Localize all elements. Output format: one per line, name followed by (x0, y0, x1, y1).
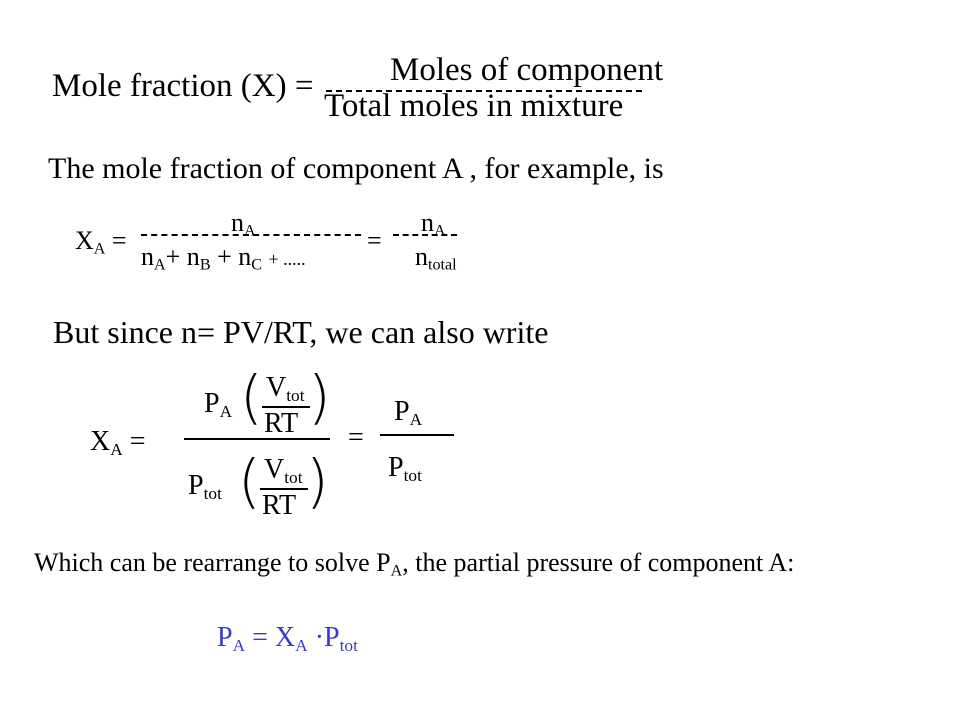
ideal-gas-substitution-intro: But since n= PV/RT, we can also write (53, 314, 549, 350)
eq3-right-paren-2: ) (306, 447, 329, 515)
eq3-pa: $P_A$ (204, 388, 233, 421)
eq2-numerator-2: $n_A$ (421, 208, 446, 240)
eq2-denominator-2: $n_{total}$ (415, 242, 457, 274)
eq1-numerator: Moles of component (390, 52, 664, 88)
eq3-rt: RT (264, 408, 299, 439)
eq1-lhs: Mole fraction (X) = (52, 68, 314, 104)
intro-component-a: The mole fraction of component A , for example, is (48, 152, 664, 185)
eq2-denominator: $n_A+ n_B + n_C$ + ..... (141, 242, 306, 274)
partial-pressure-formula: $P_A = X_A \cdot P_{tot}$ (217, 622, 358, 655)
eq2-equals: = (367, 226, 382, 255)
eq3-result-denominator: $P_{tot}$ (388, 452, 422, 485)
mole-fraction-definition (52, 52, 664, 132)
eq3-left-paren-2: ( (238, 447, 261, 515)
eq3-xa: $X_A$ = (90, 426, 146, 459)
rearrange-explanation: Which can be rearrange to solve $P_A$, the partial pressure of component A: (34, 548, 795, 580)
eq3-ptot: $P_{tot}$ (188, 470, 222, 503)
eq3-result-numerator: $P_A$ (394, 396, 423, 429)
xa-moles-equation (75, 210, 535, 290)
eq3-equals: = (348, 422, 364, 453)
eq2-xa: $X_A$ = (75, 226, 127, 258)
eq3-v-tot: $V_{tot}$ (266, 372, 305, 405)
eq1-denominator: Total moles in mixture (324, 88, 624, 124)
eq3-left-paren: ( (240, 363, 263, 431)
eq3-result-bar (380, 434, 454, 436)
eq3-main-bar (184, 438, 330, 440)
eq2-numerator: $n_A$ (231, 208, 256, 240)
eq3-rt-2: RT (262, 490, 297, 521)
eq3-v-tot-2: $V_{tot}$ (264, 454, 303, 487)
xa-pressure-equation (90, 363, 510, 530)
eq3-right-paren: ) (308, 363, 331, 431)
